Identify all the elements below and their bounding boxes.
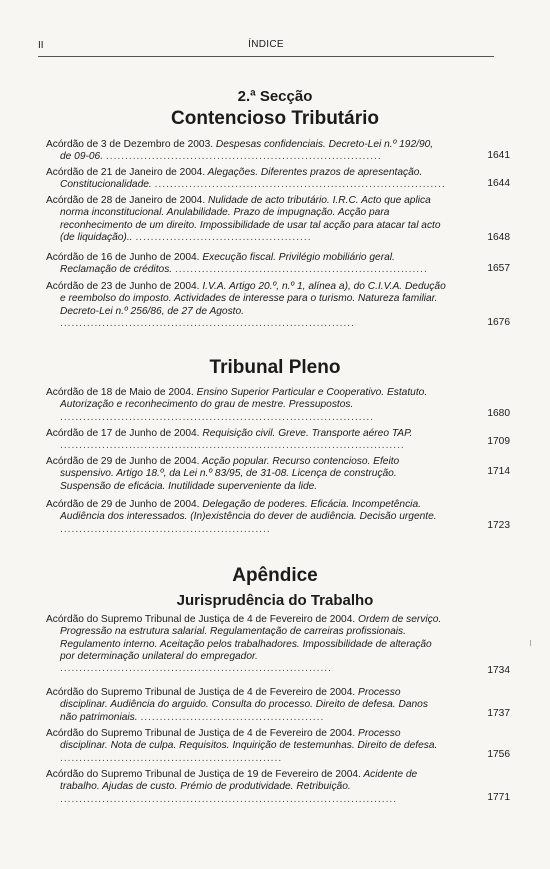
section-title-contencioso: Contencioso Tributário (171, 108, 379, 129)
toc-entry[interactable] (46, 728, 446, 765)
toc-entry[interactable] (46, 387, 446, 424)
entry-page-number: 1657 (487, 263, 510, 274)
entry-page-number: 1734 (487, 665, 510, 676)
leader-dots: ................................................ (140, 711, 325, 723)
section-title-apendice: Apêndice (232, 565, 318, 586)
section-title-tribunal-pleno: Tribunal Pleno (209, 357, 341, 378)
entry-description: Alegações. Diferentes prazos de apresentação. Constitucionalidade. (60, 167, 423, 191)
entry-description: Ordem de serviço. Progressão na estrutura salarial. Regulamentação de carreiras profissionais. Regulamento interno. Aceitação pelos trabalhadores. Impossibilidade de alteração por determinação unilateral do empregador. (60, 614, 442, 662)
toc-entry[interactable] (46, 687, 446, 724)
toc-entry[interactable] (46, 499, 446, 536)
toc-entry[interactable] (46, 428, 446, 453)
entry-page-number: 1737 (487, 708, 510, 719)
entry-lead: Acórdão do Supremo Tribunal de Justiça de 4 de Fevereiro de 2004. (46, 687, 356, 698)
entry-lead: Acórdão do Supremo Tribunal de Justiça de 4 de Fevereiro de 2004. (46, 728, 356, 739)
leader-dots: ............................................................................ (154, 179, 446, 191)
section-subtitle-seccao: 2.ª Secção (237, 88, 313, 105)
toc-entry[interactable] (46, 769, 446, 806)
entry-page-number: 1723 (487, 520, 510, 531)
entry-lead: Acórdão de 29 de Junho de 2004. (46, 499, 200, 510)
toc-entry[interactable] (46, 614, 446, 675)
entry-lead: Acórdão de 29 de Junho de 2004. (46, 456, 200, 467)
leader-dots: .......................................................... (60, 752, 283, 764)
toc-entry[interactable] (46, 139, 446, 164)
leader-dots: ............................................................................. (60, 317, 355, 329)
entry-description: Ensino Superior Particular e Cooperativo. Estatuto. Autorização e reconhecimento do grau de mestre. Pressupostos. (60, 387, 428, 411)
entry-description: I.V.A. Artigo 20.º, n.º 1, alínea a), do C.I.V.A. Dedução e reembolso do imposto. Actividades de interesse para o turismo. Natureza familiar. Decreto-Lei n.º 256/86, de 27 de Agosto. (60, 281, 446, 317)
entry-page-number: 1644 (487, 178, 510, 189)
toc-entry[interactable] (46, 281, 446, 330)
leader-dots: .............................................. (135, 231, 312, 243)
leader-dots: ........................................................................ (105, 151, 382, 163)
entry-description: Processo disciplinar. Nota de culpa. Requisitos. Inquirição de testemunhas. Direito de defesa. (60, 728, 438, 752)
toc-entry[interactable] (46, 195, 446, 244)
entry-description: Nulidade de acto tributário. I.R.C. Acto que aplica norma inconstitucional. Anulabilidade. Prazo de impugnação. Acção para reconhecimento de um direito. Impossibilidade de usar tal acção para atacar tal acto (de liquidação).. (60, 195, 441, 243)
page-header (38, 40, 494, 57)
entry-page-number: 1676 (487, 317, 510, 328)
leader-dots: .................................................................................. (60, 411, 375, 423)
entry-page-number: 1709 (487, 436, 510, 447)
entry-lead: Acórdão de 28 de Janeiro de 2004. (46, 195, 206, 206)
entry-description: Despesas confidenciais. Decreto-Lei n.º 192/90, de 09-06. (60, 139, 434, 163)
entry-description: Delegação de poderes. Eficácia. Incompetência. Audiência dos interessados. (In)existência do dever de audiência. Decisão urgente. (60, 499, 437, 523)
entry-page-number: 1714 (487, 466, 510, 477)
entry-page-number: 1641 (487, 150, 510, 161)
leader-dots: .......................................................................................... (60, 440, 405, 452)
entry-page-number: 1648 (487, 232, 510, 243)
toc-entry[interactable] (46, 167, 446, 192)
entry-description: Execução fiscal. Privilégio mobiliário geral. Reclamação de créditos. (60, 252, 395, 276)
entry-description: Processo disciplinar. Audiência do arguido. Consulta do processo. Direito de defesa. Danos não patrimoniais. (60, 687, 428, 723)
entry-page-number: 1771 (487, 792, 510, 803)
leader-dots: ....................................................................... (60, 663, 332, 675)
entry-page-number: 1680 (487, 408, 510, 419)
page-number: II (38, 40, 44, 51)
entry-description: Acidente de trabalho. Ajudas de custo. Prémio de produtividade. Retribuição. (60, 769, 418, 793)
section-subtitle-jurisprudencia: Jurisprudência do Trabalho (176, 592, 374, 609)
entry-description: Acção popular. Recurso contencioso. Efeito suspensivo. Artigo 18.º, da Lei n.º 83/95, de 31-08. Licença de construção. Suspensão de eficácia. Inutilidade superveniente da lide. (60, 456, 400, 492)
entry-lead: Acórdão de 3 de Dezembro de 2003. (46, 139, 214, 150)
toc-entry[interactable] (46, 252, 446, 277)
entry-lead: Acórdão do Supremo Tribunal de Justiça de 4 de Fevereiro de 2004. (46, 614, 356, 625)
entry-lead: Acórdão de 21 de Janeiro de 2004. (46, 167, 206, 178)
running-head: ÍNDICE (248, 39, 284, 50)
entry-lead: Acórdão de 18 de Maio de 2004. (46, 387, 194, 398)
leader-dots: ........................................................................................ (60, 793, 398, 805)
entry-description: Requisição civil. Greve. Transporte aéreo TAP. (199, 428, 413, 439)
leader-dots: ....................................................... (60, 523, 271, 535)
entry-lead: Acórdão de 16 de Junho de 2004. (46, 252, 200, 263)
leader-dots: .................................................................. (174, 264, 428, 276)
entry-lead: Acórdão de 23 de Junho de 2004. (46, 281, 200, 292)
entry-page-number: 1756 (487, 749, 510, 760)
toc-entry[interactable] (46, 456, 446, 493)
scan-edge-mark (530, 640, 531, 646)
entry-lead: Acórdão de 17 de Junho de 2004. (46, 428, 200, 439)
entry-lead: Acórdão do Supremo Tribunal de Justiça de 19 de Fevereiro de 2004. (46, 769, 361, 780)
